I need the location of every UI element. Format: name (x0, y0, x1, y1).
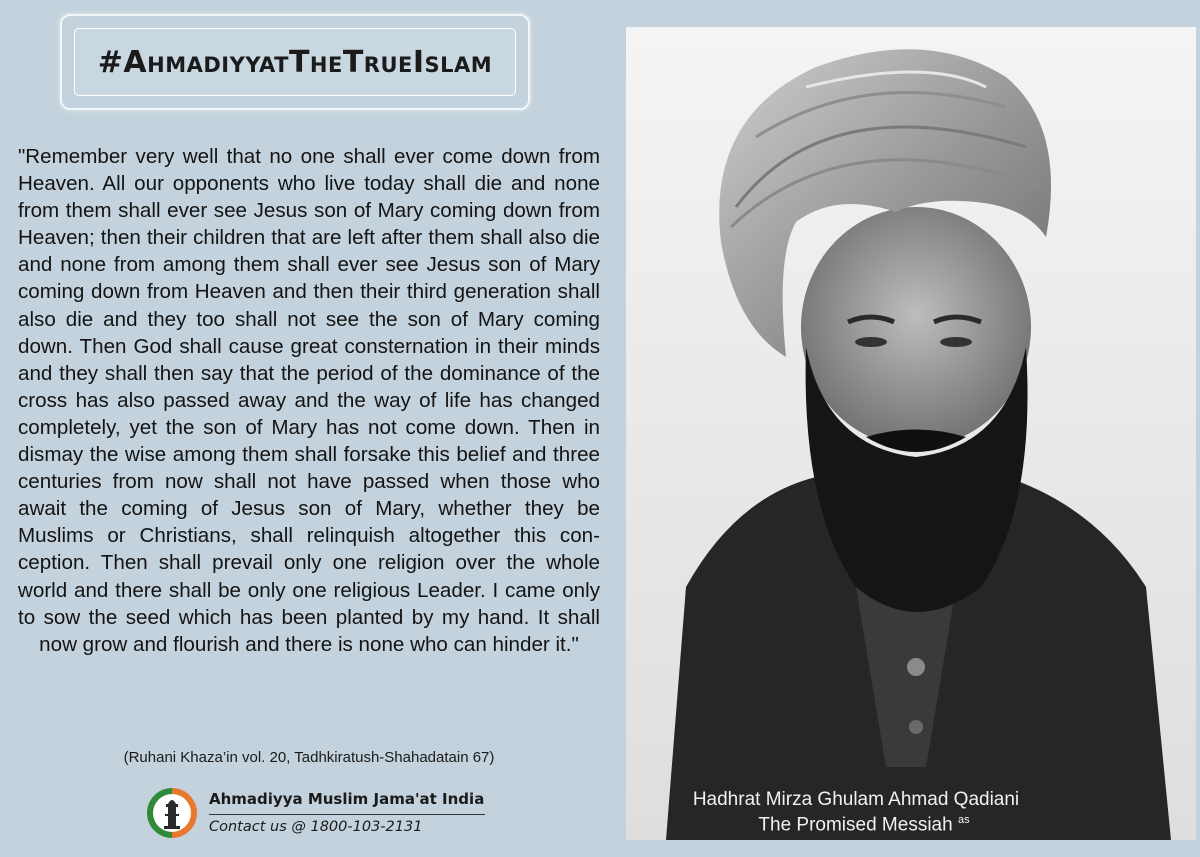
contact-info: Contact us @ 1800-103-2131 (209, 819, 423, 835)
hashtag-banner (60, 14, 530, 110)
quote-citation: (Ruhani Khaza’in vol. 20, Tadhkiratush-Shahadatain 67) (123, 749, 495, 766)
hashtag-title: #AhmadiyyatTheTrueIslam (97, 44, 493, 80)
minaret-logo-icon (147, 788, 197, 838)
quote-text: "Remember very well that no one shall ever come down from Heaven. All our opponents who live today shall die and none from them shall ever see Jesus son of Mary coming down from Heaven; then their children that are left after them shall also die and none from among them shall ever see Jesus son of Mary coming down from Heaven and then their third generation shall also die and they too shall not see the son of Mary coming down. Then God shall cause great consternation in their minds and they shall then say that the period of the dominance of the cross has also passed away and the way of life has changed completely, yet the son of Mary has not come down. Then in dismay the wise among them shall forsake this belief and three centuries from now shall not have passed when those who await the coming of Jesus son of Mary, whether they be Muslims or Christians, shall relinquish altogether this conception. Then shall prevail only one religion over the whole world and there shall be only one religious Leader. I came only to sow the seed which has been planted by my hand. It shall now grow and flourish and there is none who can hinder it." (18, 145, 600, 656)
portrait-caption-title (626, 814, 1149, 836)
portrait-caption-sup: as (957, 814, 970, 826)
portrait-caption-name: Hadhrat Mirza Ghulam Ahmad Qadiani (692, 789, 1020, 810)
portrait-caption-title-text: The Promised Messiah (758, 814, 953, 836)
footer-divider (209, 814, 485, 815)
portrait-photo (626, 27, 1196, 840)
footer (147, 786, 507, 846)
hashtag-box (74, 28, 516, 96)
org-name: Ahmadiyya Muslim Jama'at India (209, 790, 485, 808)
